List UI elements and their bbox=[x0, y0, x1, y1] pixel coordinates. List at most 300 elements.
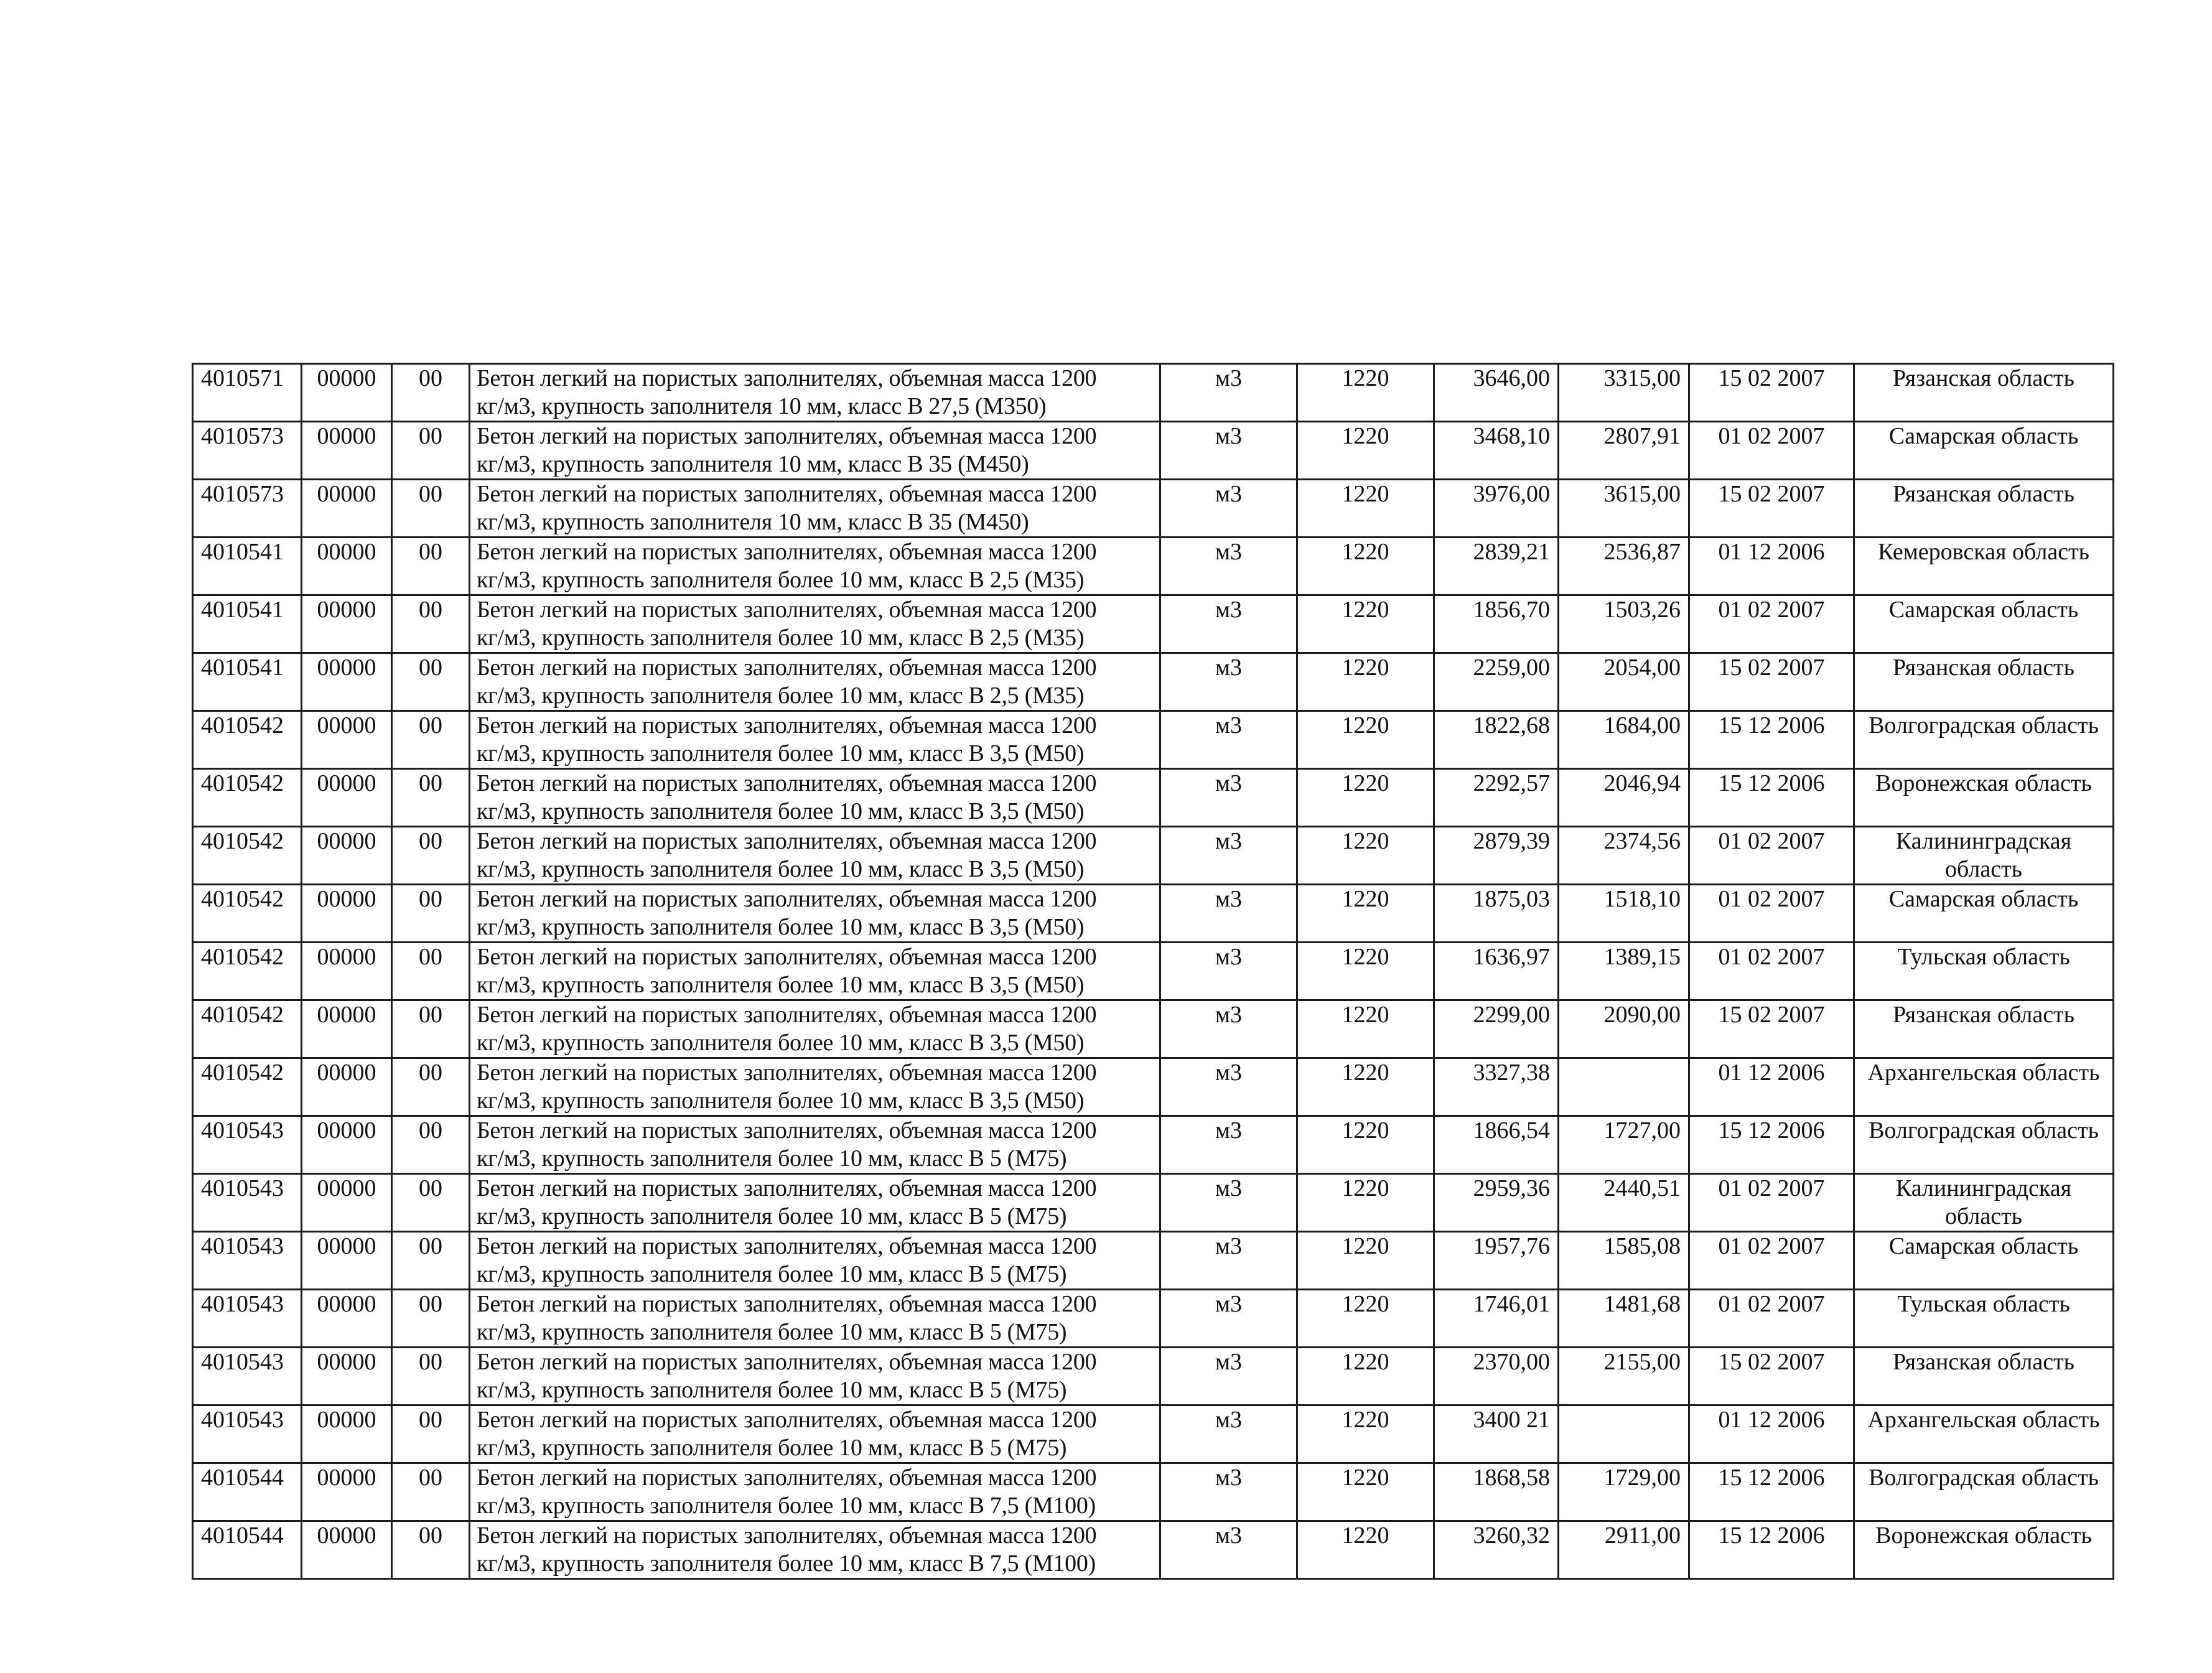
date-cell bbox=[1689, 1290, 1854, 1348]
density-text: 1220 bbox=[1342, 1291, 1389, 1317]
variant-text: 00 bbox=[419, 481, 442, 507]
price-cell bbox=[1434, 1521, 1559, 1579]
table-row bbox=[193, 827, 2114, 885]
variant-text: 00 bbox=[419, 1233, 442, 1259]
subcode-cell bbox=[302, 422, 392, 480]
material-name-cell bbox=[470, 769, 1160, 827]
date-text: 15 12 2006 bbox=[1718, 770, 1825, 796]
region-cell bbox=[1854, 1290, 2114, 1348]
date-text: 15 12 2006 bbox=[1718, 1465, 1825, 1491]
price-cell bbox=[1434, 827, 1559, 885]
date-cell bbox=[1689, 1405, 1854, 1463]
price-text: 1957,76 bbox=[1473, 1233, 1550, 1259]
variant-cell bbox=[392, 480, 470, 538]
price-cell bbox=[1559, 422, 1689, 480]
price-cell bbox=[1434, 1405, 1559, 1463]
material-code-cell bbox=[193, 1405, 302, 1463]
material-code-text: 4010544 bbox=[201, 1522, 284, 1549]
subcode-text: 00000 bbox=[317, 1117, 376, 1144]
material-code-cell bbox=[193, 422, 302, 480]
region-text: Самарская область bbox=[1888, 423, 2079, 449]
price-text: 2879,39 bbox=[1473, 828, 1550, 854]
region-cell bbox=[1854, 769, 2114, 827]
density-cell bbox=[1297, 480, 1434, 538]
price-cell bbox=[1434, 769, 1559, 827]
variant-text: 00 bbox=[419, 539, 442, 565]
material-name-cell bbox=[470, 1116, 1160, 1174]
material-code-text: 4010541 bbox=[201, 597, 284, 623]
material-name-line: кг/м3, крупность заполнителя более 10 мм, класс В 3,5 (М50) bbox=[477, 1088, 1085, 1114]
unit-cell bbox=[1160, 1000, 1297, 1058]
region-text: Воронежская область bbox=[1875, 1522, 2092, 1549]
region-cell bbox=[1854, 653, 2114, 711]
unit-text: м3 bbox=[1215, 655, 1243, 681]
material-code-cell bbox=[193, 1290, 302, 1348]
material-name-cell bbox=[470, 1463, 1160, 1521]
subcode-cell bbox=[302, 827, 392, 885]
subcode-cell bbox=[302, 1000, 392, 1058]
price-text: 1684,00 bbox=[1603, 712, 1681, 739]
region-cell bbox=[1854, 827, 2114, 885]
price-cell bbox=[1559, 538, 1689, 595]
unit-cell bbox=[1160, 1348, 1297, 1405]
price-cell bbox=[1559, 827, 1689, 885]
material-name-line: кг/м3, крупность заполнителя более 10 мм, класс В 7,5 (М100) bbox=[477, 1550, 1096, 1577]
table-row bbox=[193, 1174, 2114, 1232]
density-cell bbox=[1297, 1521, 1434, 1579]
material-name-cell bbox=[470, 422, 1160, 480]
subcode-cell bbox=[302, 711, 392, 769]
density-cell bbox=[1297, 653, 1434, 711]
date-cell bbox=[1689, 538, 1854, 595]
variant-text: 00 bbox=[419, 1002, 442, 1028]
material-name-line: кг/м3, крупность заполнителя более 10 мм, класс В 5 (М75) bbox=[477, 1319, 1067, 1345]
table-row bbox=[193, 538, 2114, 595]
material-name-cell bbox=[470, 1232, 1160, 1290]
density-cell bbox=[1297, 1348, 1434, 1405]
variant-text: 00 bbox=[419, 1407, 442, 1433]
unit-cell bbox=[1160, 827, 1297, 885]
price-text: 2292,57 bbox=[1473, 770, 1550, 796]
subcode-cell bbox=[302, 480, 392, 538]
unit-text: м3 bbox=[1215, 1117, 1243, 1144]
density-cell bbox=[1297, 1116, 1434, 1174]
density-cell bbox=[1297, 1405, 1434, 1463]
material-code-text: 4010543 bbox=[201, 1175, 284, 1201]
price-cell bbox=[1559, 711, 1689, 769]
density-text: 1220 bbox=[1342, 1522, 1389, 1549]
price-text: 2046,94 bbox=[1603, 770, 1681, 796]
price-text: 1727,00 bbox=[1603, 1117, 1681, 1144]
variant-text: 00 bbox=[419, 1117, 442, 1144]
variant-text: 00 bbox=[419, 886, 442, 912]
price-text: 2959,36 bbox=[1473, 1175, 1550, 1201]
variant-text: 00 bbox=[419, 1175, 442, 1201]
price-text: 1866,54 bbox=[1473, 1117, 1550, 1144]
material-name-line: кг/м3, крупность заполнителя более 10 мм, класс В 3,5 (М50) bbox=[477, 856, 1085, 882]
density-text: 1220 bbox=[1342, 1349, 1389, 1375]
table-row bbox=[193, 1000, 2114, 1058]
price-text: 2054,00 bbox=[1603, 655, 1681, 681]
date-text: 01 02 2007 bbox=[1718, 423, 1825, 449]
material-name-cell bbox=[470, 1000, 1160, 1058]
unit-cell bbox=[1160, 769, 1297, 827]
unit-cell bbox=[1160, 1058, 1297, 1116]
material-code-text: 4010543 bbox=[201, 1233, 284, 1259]
material-code-cell bbox=[193, 885, 302, 943]
material-name-line: кг/м3, крупность заполнителя более 10 мм, класс В 2,5 (М35) bbox=[477, 567, 1085, 593]
price-cell bbox=[1434, 1174, 1559, 1232]
date-text: 15 02 2007 bbox=[1718, 1002, 1825, 1028]
unit-cell bbox=[1160, 943, 1297, 1000]
date-text: 01 02 2007 bbox=[1718, 886, 1825, 912]
table-row bbox=[193, 595, 2114, 653]
price-text: 3976,00 bbox=[1473, 481, 1550, 507]
price-text: 2370,00 bbox=[1473, 1349, 1550, 1375]
material-code-cell bbox=[193, 653, 302, 711]
price-text: 2839,21 bbox=[1473, 539, 1550, 565]
price-text: 2155,00 bbox=[1603, 1349, 1681, 1375]
variant-cell bbox=[392, 653, 470, 711]
material-name-line: Бетон легкий на пористых заполнителях, объемная масса 1200 bbox=[477, 423, 1097, 449]
date-text: 01 02 2007 bbox=[1718, 828, 1825, 854]
material-code-text: 4010542 bbox=[201, 770, 284, 796]
density-cell bbox=[1297, 1174, 1434, 1232]
price-text: 1875,03 bbox=[1473, 886, 1550, 912]
material-code-text: 4010543 bbox=[201, 1291, 284, 1317]
density-text: 1220 bbox=[1342, 944, 1389, 970]
subcode-text: 00000 bbox=[317, 481, 376, 507]
price-text: 2911,00 bbox=[1604, 1522, 1681, 1549]
price-cell bbox=[1434, 653, 1559, 711]
region-text: Самарская область bbox=[1888, 1233, 2079, 1259]
unit-text: м3 bbox=[1215, 597, 1243, 623]
variant-cell bbox=[392, 711, 470, 769]
table-row bbox=[193, 1116, 2114, 1174]
material-name-line: кг/м3, крупность заполнителя 10 мм, класс В 27,5 (М350) bbox=[477, 393, 1047, 419]
subcode-text: 00000 bbox=[317, 1060, 376, 1086]
material-code-cell bbox=[193, 1058, 302, 1116]
subcode-cell bbox=[302, 1290, 392, 1348]
price-text: 1729,00 bbox=[1603, 1465, 1681, 1491]
price-text: 1746,01 bbox=[1473, 1291, 1550, 1317]
material-code-cell bbox=[193, 1232, 302, 1290]
subcode-cell bbox=[302, 1232, 392, 1290]
material-name-line: Бетон легкий на пористых заполнителях, объемная масса 1200 bbox=[477, 886, 1097, 912]
density-cell bbox=[1297, 769, 1434, 827]
region-cell bbox=[1854, 538, 2114, 595]
density-text: 1220 bbox=[1342, 655, 1389, 681]
density-cell bbox=[1297, 1058, 1434, 1116]
unit-text: м3 bbox=[1215, 886, 1243, 912]
subcode-cell bbox=[302, 1405, 392, 1463]
table-row bbox=[193, 885, 2114, 943]
variant-cell bbox=[392, 1405, 470, 1463]
date-cell bbox=[1689, 364, 1854, 422]
region-cell bbox=[1854, 1232, 2114, 1290]
table-row bbox=[193, 1232, 2114, 1290]
material-name-line: Бетон легкий на пористых заполнителях, объемная масса 1200 bbox=[477, 539, 1097, 565]
material-code-cell bbox=[193, 1521, 302, 1579]
material-code-text: 4010543 bbox=[201, 1349, 284, 1375]
unit-text: м3 bbox=[1215, 1002, 1243, 1028]
region-text: Рязанская область bbox=[1893, 655, 2074, 681]
material-name-cell bbox=[470, 595, 1160, 653]
table-row bbox=[193, 422, 2114, 480]
table-row bbox=[193, 1058, 2114, 1116]
date-cell bbox=[1689, 711, 1854, 769]
density-text: 1220 bbox=[1342, 828, 1389, 854]
variant-cell bbox=[392, 538, 470, 595]
unit-cell bbox=[1160, 1463, 1297, 1521]
date-cell bbox=[1689, 1174, 1854, 1232]
price-cell bbox=[1434, 1348, 1559, 1405]
density-text: 1220 bbox=[1342, 712, 1389, 739]
subcode-text: 00000 bbox=[317, 1002, 376, 1028]
region-text: Тульская область bbox=[1897, 1291, 2070, 1317]
material-name-line: Бетон легкий на пористых заполнителях, объемная масса 1200 bbox=[477, 1175, 1097, 1201]
price-text: 1868,58 bbox=[1473, 1465, 1550, 1491]
price-text: 3260,32 bbox=[1473, 1522, 1550, 1549]
material-code-cell bbox=[193, 1116, 302, 1174]
region-cell bbox=[1854, 1174, 2114, 1232]
subcode-cell bbox=[302, 1348, 392, 1405]
date-cell bbox=[1689, 769, 1854, 827]
region-cell bbox=[1854, 364, 2114, 422]
table-row bbox=[193, 1348, 2114, 1405]
price-cell bbox=[1559, 1521, 1689, 1579]
region-text: Кемеровская область bbox=[1877, 539, 2089, 565]
variant-cell bbox=[392, 422, 470, 480]
price-text: 1585,08 bbox=[1603, 1233, 1681, 1259]
subcode-text: 00000 bbox=[317, 1233, 376, 1259]
material-name-line: Бетон легкий на пористых заполнителях, объемная масса 1200 bbox=[477, 597, 1097, 623]
material-name-cell bbox=[470, 885, 1160, 943]
region-text: Волгоградская область bbox=[1869, 1117, 2099, 1144]
date-cell bbox=[1689, 1232, 1854, 1290]
material-code-cell bbox=[193, 1174, 302, 1232]
price-cell bbox=[1434, 711, 1559, 769]
material-name-line: кг/м3, крупность заполнителя более 10 мм, класс В 3,5 (М50) bbox=[477, 972, 1085, 998]
subcode-cell bbox=[302, 1174, 392, 1232]
table-row bbox=[193, 1521, 2114, 1579]
unit-text: м3 bbox=[1215, 1407, 1243, 1433]
unit-cell bbox=[1160, 480, 1297, 538]
price-text: 3615,00 bbox=[1603, 481, 1681, 507]
date-text: 15 02 2007 bbox=[1718, 481, 1825, 507]
variant-cell bbox=[392, 1000, 470, 1058]
unit-cell bbox=[1160, 422, 1297, 480]
price-cell bbox=[1559, 769, 1689, 827]
material-name-cell bbox=[470, 364, 1160, 422]
region-cell bbox=[1854, 1521, 2114, 1579]
density-text: 1220 bbox=[1342, 1465, 1389, 1491]
material-code-text: 4010544 bbox=[201, 1465, 284, 1491]
subcode-cell bbox=[302, 538, 392, 595]
price-text: 1636,97 bbox=[1473, 944, 1550, 970]
material-code-text: 4010543 bbox=[201, 1407, 284, 1433]
material-name-line: Бетон легкий на пористых заполнителях, объемная масса 1200 bbox=[477, 1465, 1097, 1491]
material-code-cell bbox=[193, 595, 302, 653]
region-text: Калининградская область bbox=[1895, 828, 2072, 882]
price-text: 1822,68 bbox=[1473, 712, 1550, 739]
price-cell bbox=[1434, 480, 1559, 538]
subcode-cell bbox=[302, 885, 392, 943]
subcode-text: 00000 bbox=[317, 1175, 376, 1201]
material-name-cell bbox=[470, 1174, 1160, 1232]
material-name-line: кг/м3, крупность заполнителя более 10 мм, класс В 3,5 (М50) bbox=[477, 798, 1085, 824]
material-name-line: кг/м3, крупность заполнителя более 10 мм, класс В 3,5 (М50) bbox=[477, 740, 1085, 767]
material-name-line: кг/м3, крупность заполнителя более 10 мм, класс В 5 (М75) bbox=[477, 1261, 1067, 1287]
unit-text: м3 bbox=[1215, 770, 1243, 796]
price-cell bbox=[1434, 364, 1559, 422]
region-text: Самарская область bbox=[1888, 597, 2079, 623]
region-cell bbox=[1854, 1116, 2114, 1174]
date-cell bbox=[1689, 1348, 1854, 1405]
material-name-line: кг/м3, крупность заполнителя более 10 мм, класс В 5 (М75) bbox=[477, 1377, 1067, 1403]
unit-text: м3 bbox=[1215, 481, 1243, 507]
density-text: 1220 bbox=[1342, 1175, 1389, 1201]
date-cell bbox=[1689, 1521, 1854, 1579]
material-code-text: 4010541 bbox=[201, 655, 284, 681]
density-text: 1220 bbox=[1342, 1060, 1389, 1086]
material-name-line: Бетон легкий на пористых заполнителях, объемная масса 1200 bbox=[477, 770, 1097, 796]
density-cell bbox=[1297, 1463, 1434, 1521]
date-text: 15 12 2006 bbox=[1718, 712, 1825, 739]
price-text: 3400 21 bbox=[1473, 1407, 1550, 1433]
region-text: Калининградская область bbox=[1895, 1175, 2072, 1229]
price-cell bbox=[1434, 885, 1559, 943]
material-name-line: кг/м3, крупность заполнителя более 10 мм, класс В 3,5 (М50) bbox=[477, 914, 1085, 940]
price-text: 1518,10 bbox=[1603, 886, 1681, 912]
unit-cell bbox=[1160, 1405, 1297, 1463]
date-text: 15 02 2007 bbox=[1718, 365, 1825, 391]
material-name-line: Бетон легкий на пористых заполнителях, объемная масса 1200 bbox=[477, 944, 1097, 970]
subcode-cell bbox=[302, 653, 392, 711]
unit-cell bbox=[1160, 595, 1297, 653]
material-name-line: кг/м3, крупность заполнителя более 10 мм, класс В 7,5 (М100) bbox=[477, 1493, 1096, 1519]
price-cell bbox=[1559, 480, 1689, 538]
unit-cell bbox=[1160, 364, 1297, 422]
material-name-cell bbox=[470, 943, 1160, 1000]
material-name-cell bbox=[470, 1058, 1160, 1116]
material-name-line: Бетон легкий на пористых заполнителях, объемная масса 1200 bbox=[477, 1233, 1097, 1259]
price-cell bbox=[1434, 595, 1559, 653]
material-name-line: Бетон легкий на пористых заполнителях, объемная масса 1200 bbox=[477, 655, 1097, 681]
date-cell bbox=[1689, 1116, 1854, 1174]
unit-cell bbox=[1160, 1116, 1297, 1174]
date-text: 15 02 2007 bbox=[1718, 1349, 1825, 1375]
material-name-line: кг/м3, крупность заполнителя более 10 мм, класс В 2,5 (М35) bbox=[477, 683, 1085, 709]
price-cell bbox=[1434, 1058, 1559, 1116]
material-code-text: 4010573 bbox=[201, 481, 284, 507]
price-text: 1503,26 bbox=[1603, 597, 1681, 623]
date-text: 15 02 2007 bbox=[1718, 655, 1825, 681]
price-text: 3327,38 bbox=[1473, 1060, 1550, 1086]
unit-cell bbox=[1160, 1521, 1297, 1579]
unit-cell bbox=[1160, 1290, 1297, 1348]
variant-text: 00 bbox=[419, 828, 442, 854]
subcode-cell bbox=[302, 1058, 392, 1116]
table-row bbox=[193, 364, 2114, 422]
material-code-text: 4010542 bbox=[201, 712, 284, 739]
material-code-text: 4010542 bbox=[201, 828, 284, 854]
unit-cell bbox=[1160, 885, 1297, 943]
price-text: 2374,56 bbox=[1603, 828, 1681, 854]
table-row bbox=[193, 653, 2114, 711]
region-text: Воронежская область bbox=[1875, 770, 2092, 796]
region-text: Самарская область bbox=[1888, 886, 2079, 912]
price-text: 3315,00 bbox=[1603, 365, 1681, 391]
date-text: 15 12 2006 bbox=[1718, 1117, 1825, 1144]
variant-cell bbox=[392, 1463, 470, 1521]
table-row bbox=[193, 480, 2114, 538]
density-text: 1220 bbox=[1342, 1117, 1389, 1144]
material-name-cell bbox=[470, 653, 1160, 711]
date-cell bbox=[1689, 480, 1854, 538]
date-text: 01 02 2007 bbox=[1718, 944, 1825, 970]
material-code-cell bbox=[193, 943, 302, 1000]
region-cell bbox=[1854, 1348, 2114, 1405]
density-cell bbox=[1297, 711, 1434, 769]
subcode-text: 00000 bbox=[317, 1407, 376, 1433]
table-row bbox=[193, 711, 2114, 769]
date-cell bbox=[1689, 1058, 1854, 1116]
price-cell bbox=[1559, 1000, 1689, 1058]
date-text: 01 02 2007 bbox=[1718, 1175, 1825, 1201]
density-text: 1220 bbox=[1342, 539, 1389, 565]
material-code-cell bbox=[193, 1348, 302, 1405]
subcode-text: 00000 bbox=[317, 539, 376, 565]
unit-text: м3 bbox=[1215, 1465, 1243, 1491]
density-text: 1220 bbox=[1342, 1407, 1389, 1433]
material-code-cell bbox=[193, 711, 302, 769]
variant-text: 00 bbox=[419, 770, 442, 796]
region-text: Рязанская область bbox=[1893, 481, 2074, 507]
material-name-cell bbox=[470, 711, 1160, 769]
price-cell bbox=[1434, 422, 1559, 480]
material-code-text: 4010542 bbox=[201, 944, 284, 970]
material-code-text: 4010571 bbox=[201, 365, 284, 391]
price-text: 2536,87 bbox=[1603, 539, 1681, 565]
material-code-cell bbox=[193, 1000, 302, 1058]
price-text: 2090,00 bbox=[1603, 1002, 1681, 1028]
region-cell bbox=[1854, 1000, 2114, 1058]
price-text: 2440,51 bbox=[1603, 1175, 1681, 1201]
price-cell bbox=[1434, 1290, 1559, 1348]
material-code-cell bbox=[193, 480, 302, 538]
table-row bbox=[193, 943, 2114, 1000]
table-row bbox=[193, 769, 2114, 827]
region-text: Волгоградская область bbox=[1869, 712, 2099, 739]
density-cell bbox=[1297, 827, 1434, 885]
price-text: 2807,91 bbox=[1603, 423, 1681, 449]
date-text: 01 02 2007 bbox=[1718, 1291, 1825, 1317]
subcode-text: 00000 bbox=[317, 770, 376, 796]
variant-text: 00 bbox=[419, 597, 442, 623]
region-cell bbox=[1854, 422, 2114, 480]
price-cell bbox=[1559, 943, 1689, 1000]
price-text: 2259,00 bbox=[1473, 655, 1550, 681]
material-name-cell bbox=[470, 827, 1160, 885]
region-text: Рязанская область bbox=[1893, 365, 2074, 391]
date-text: 01 12 2006 bbox=[1718, 1407, 1825, 1433]
material-name-line: Бетон легкий на пористых заполнителях, объемная масса 1200 bbox=[477, 1522, 1097, 1549]
material-code-cell bbox=[193, 364, 302, 422]
price-cell bbox=[1559, 653, 1689, 711]
variant-cell bbox=[392, 885, 470, 943]
subcode-text: 00000 bbox=[317, 828, 376, 854]
